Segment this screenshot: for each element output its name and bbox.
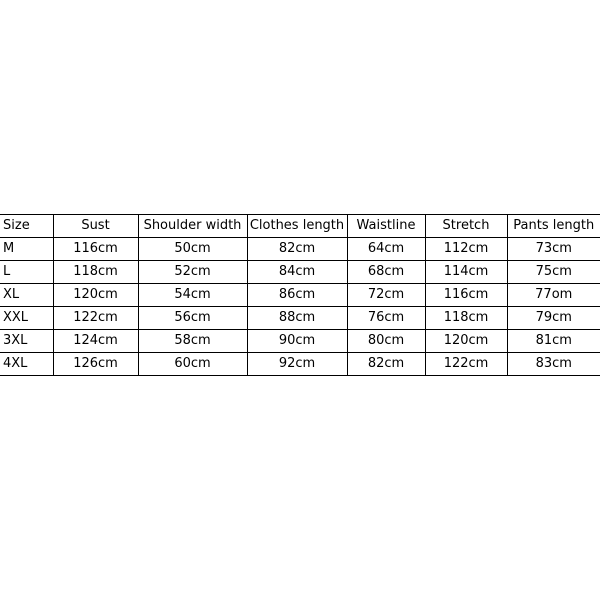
- header-sust: Sust: [53, 215, 138, 238]
- table-row: [0, 261, 600, 284]
- cell-pants-length: 79cm: [507, 307, 600, 330]
- cell-stretch: 112cm: [425, 238, 507, 261]
- cell-stretch: 120cm: [425, 330, 507, 353]
- header-waistline: Waistline: [347, 215, 425, 238]
- cell-size: M: [0, 238, 53, 261]
- header-shoulder-width: Shoulder width: [138, 215, 247, 238]
- cell-pants-length: 83cm: [507, 353, 600, 376]
- cell-shoulder-width: 56cm: [138, 307, 247, 330]
- table-header-row: [0, 215, 600, 238]
- cell-waistline: 76cm: [347, 307, 425, 330]
- cell-size: 4XL: [0, 353, 53, 376]
- cell-size: 3XL: [0, 330, 53, 353]
- cell-size: XXL: [0, 307, 53, 330]
- cell-pants-length: 77om: [507, 284, 600, 307]
- cell-sust: 124cm: [53, 330, 138, 353]
- table-row: [0, 284, 600, 307]
- cell-sust: 116cm: [53, 238, 138, 261]
- header-stretch: Stretch: [425, 215, 507, 238]
- cell-pants-length: 81cm: [507, 330, 600, 353]
- table-row: [0, 307, 600, 330]
- cell-shoulder-width: 58cm: [138, 330, 247, 353]
- table-row: [0, 238, 600, 261]
- cell-sust: 118cm: [53, 261, 138, 284]
- cell-sust: 120cm: [53, 284, 138, 307]
- size-chart-table: [0, 214, 600, 376]
- cell-waistline: 64cm: [347, 238, 425, 261]
- cell-clothes-length: 92cm: [247, 353, 347, 376]
- header-pants-length: Pants length: [507, 215, 600, 238]
- cell-shoulder-width: 60cm: [138, 353, 247, 376]
- cell-pants-length: 75cm: [507, 261, 600, 284]
- cell-waistline: 82cm: [347, 353, 425, 376]
- cell-size: XL: [0, 284, 53, 307]
- cell-stretch: 118cm: [425, 307, 507, 330]
- header-size: Size: [0, 215, 53, 238]
- cell-stretch: 116cm: [425, 284, 507, 307]
- cell-clothes-length: 84cm: [247, 261, 347, 284]
- table-row: [0, 353, 600, 376]
- cell-clothes-length: 90cm: [247, 330, 347, 353]
- cell-clothes-length: 88cm: [247, 307, 347, 330]
- cell-waistline: 80cm: [347, 330, 425, 353]
- cell-stretch: 122cm: [425, 353, 507, 376]
- cell-clothes-length: 82cm: [247, 238, 347, 261]
- cell-shoulder-width: 54cm: [138, 284, 247, 307]
- table-row: [0, 330, 600, 353]
- header-clothes-length: Clothes length: [247, 215, 347, 238]
- cell-stretch: 114cm: [425, 261, 507, 284]
- cell-sust: 126cm: [53, 353, 138, 376]
- cell-shoulder-width: 52cm: [138, 261, 247, 284]
- cell-size: L: [0, 261, 53, 284]
- cell-pants-length: 73cm: [507, 238, 600, 261]
- cell-clothes-length: 86cm: [247, 284, 347, 307]
- cell-waistline: 72cm: [347, 284, 425, 307]
- cell-shoulder-width: 50cm: [138, 238, 247, 261]
- cell-waistline: 68cm: [347, 261, 425, 284]
- cell-sust: 122cm: [53, 307, 138, 330]
